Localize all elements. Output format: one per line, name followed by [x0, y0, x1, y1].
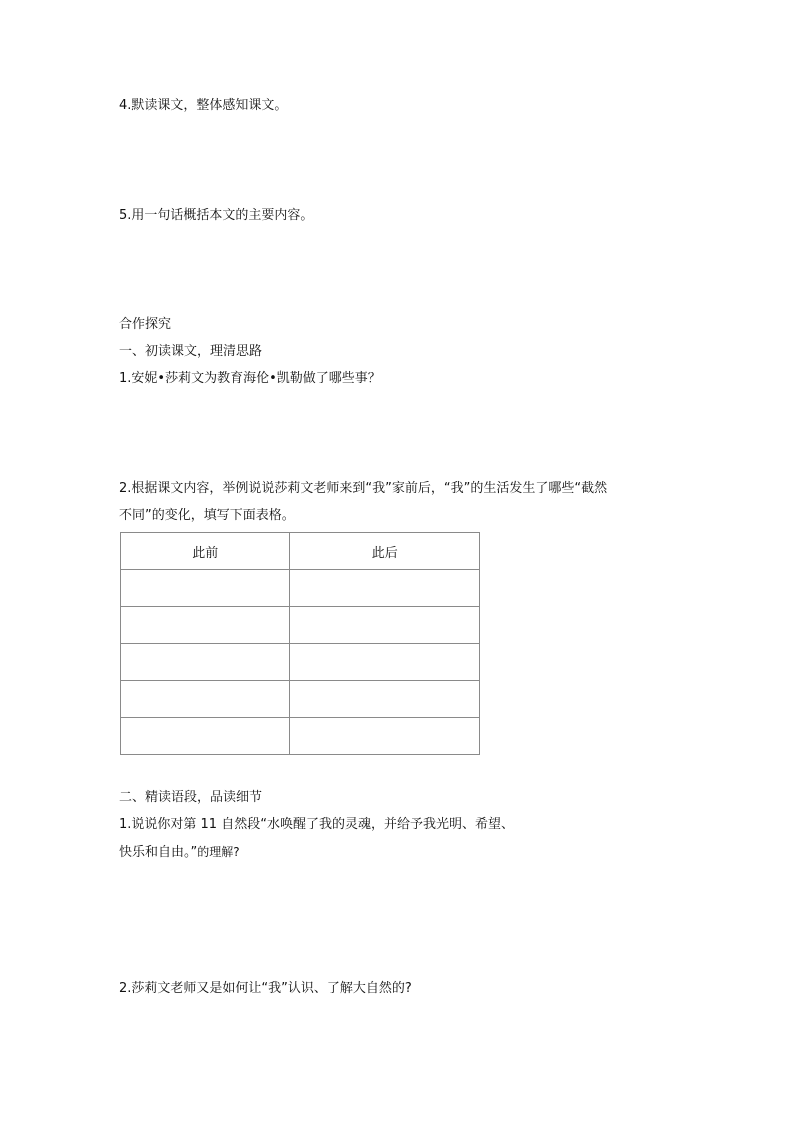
quote-end-text: 快乐和自由。”: [119, 845, 198, 860]
part-1-question-2-line-2: 不同”的变化，填写下面表格。: [119, 508, 295, 523]
part-1-question-2-line-1: 2.根据课文内容，举例说说莎莉文老师来到“我”家前后，“我”的生活发生了哪些“截然: [119, 481, 608, 496]
question-4: 4.默读课文，整体感知课文。: [119, 98, 288, 113]
table-row: [121, 681, 480, 718]
part-2-question-1-line-2: [119, 842, 240, 863]
question-5: 5.用一句话概括本文的主要内容。: [119, 208, 314, 223]
table-row: [121, 644, 480, 681]
table-row: [121, 570, 480, 607]
table-row: [121, 607, 480, 644]
header-after: 此后: [290, 533, 480, 570]
before-after-table: [120, 532, 480, 755]
before-cell: [121, 718, 290, 755]
part-1-question-1: 1.安妮•莎莉文为教育海伦•凯勒做了哪些事？: [119, 371, 381, 386]
before-cell: [121, 644, 290, 681]
part-2-question-1-line-1: 1.说说你对第 11 自然段“水唤醒了我的灵魂，并给予我光明、希望、: [119, 817, 514, 832]
part-1-title: 一、初读课文，理清思路: [119, 344, 263, 359]
part-2-title: 二、精读语段，品读细节: [119, 790, 263, 805]
after-cell: [290, 607, 480, 644]
after-cell: [290, 718, 480, 755]
before-cell: [121, 681, 290, 718]
after-cell: [290, 681, 480, 718]
header-before: 此前: [121, 533, 290, 570]
part-2-question-2: 2.莎莉文老师又是如何让“我”认识、了解大自然的?: [119, 981, 412, 996]
section-heading-cooperation: 合作探究: [119, 317, 172, 332]
before-cell: [121, 607, 290, 644]
table-header-row: [121, 533, 480, 570]
after-cell: [290, 570, 480, 607]
before-cell: [121, 570, 290, 607]
after-cell: [290, 644, 480, 681]
table-row: [121, 718, 480, 755]
question-suffix-text: 的理解?: [197, 845, 240, 859]
